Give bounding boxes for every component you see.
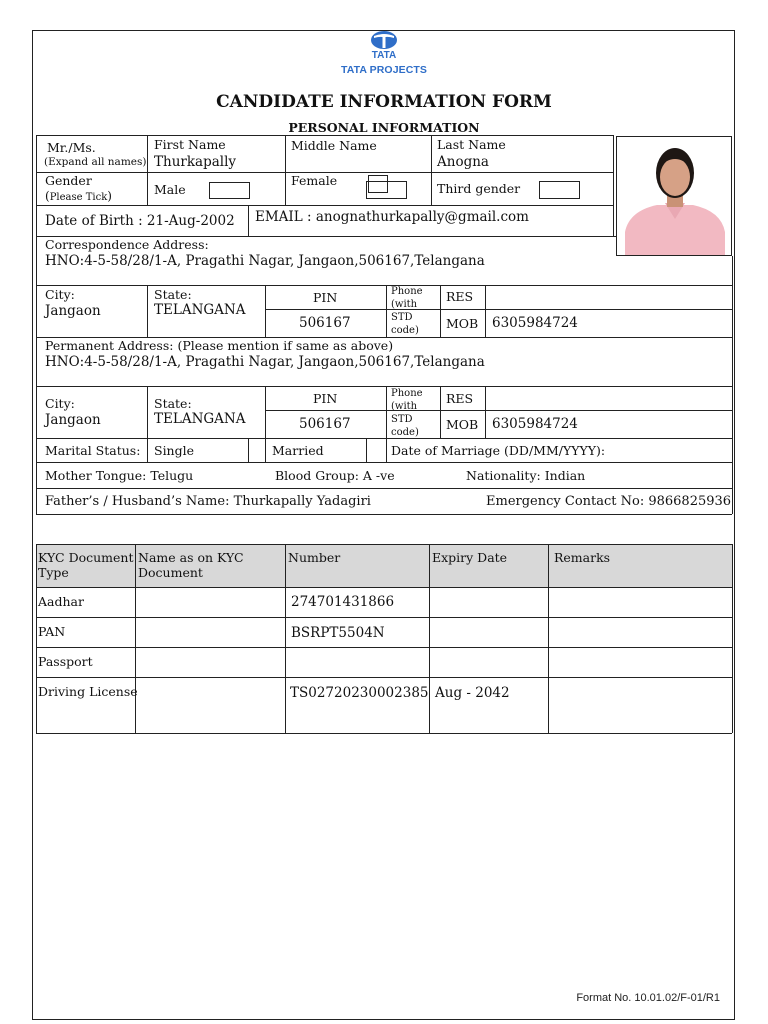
- grid-line: [386, 438, 387, 462]
- perm-mob-value[interactable]: 6305984724: [492, 416, 578, 432]
- marital-single-label: Single: [154, 443, 195, 458]
- marriage-date-label: Date of Marriage (DD/MM/YYYY):: [391, 443, 606, 458]
- corr-phone-label: Phone (with STD code): [391, 286, 423, 336]
- kyc-header-number: Number: [288, 550, 341, 565]
- grid-line: [147, 135, 148, 205]
- grid-line: [431, 135, 432, 205]
- perm-mob-label: MOB: [446, 417, 479, 432]
- grid-line: [386, 386, 387, 438]
- kyc-row-type: PAN: [38, 624, 66, 639]
- perm-city-label: City:: [45, 396, 75, 411]
- grid-line: [36, 733, 732, 734]
- grid-line: [36, 587, 732, 588]
- grid-line: [429, 544, 430, 733]
- perm-res-label: RES: [446, 391, 474, 406]
- grid-line: [36, 544, 732, 545]
- father-husband-name[interactable]: Father’s / Husband’s Name: Thurkapally Yadagiri: [45, 494, 371, 509]
- gender-female-box: [366, 181, 407, 199]
- kyc-row-number[interactable]: 274701431866: [291, 594, 395, 610]
- gender-label: Gender: [45, 173, 92, 188]
- corr-state-label: State:: [154, 287, 192, 302]
- grid-line: [36, 544, 37, 733]
- permanent-address[interactable]: HNO:4-5-58/28/1-A, Pragathi Nagar, Jangaon,506167,Telangana: [45, 354, 485, 370]
- last-name-value[interactable]: Anogna: [437, 154, 489, 170]
- tata-emblem-icon: [369, 30, 399, 50]
- grid-line: [36, 677, 732, 678]
- date-of-birth[interactable]: Date of Birth : 21-Aug-2002: [45, 213, 235, 229]
- grid-line: [36, 488, 732, 489]
- perm-state-label: State:: [154, 396, 192, 411]
- candidate-photo: [616, 136, 732, 256]
- logo-company: TATA PROJECTS: [340, 64, 428, 76]
- email[interactable]: EMAIL : anognathurkapally@gmail.com: [255, 209, 529, 225]
- emergency-contact[interactable]: Emergency Contact No: 9866825936: [486, 494, 732, 509]
- permanent-label: Permanent Address: (Please mention if same as above): [45, 338, 394, 353]
- kyc-header-type: KYC Document Type: [38, 550, 134, 580]
- corr-mob-label: MOB: [446, 316, 479, 331]
- format-number: Format No. 10.01.02/F-01/R1: [576, 992, 720, 1004]
- marital-married-label: Married: [272, 443, 324, 458]
- grid-line: [36, 514, 732, 515]
- first-name-label: First Name: [154, 137, 226, 152]
- middle-name-label: Middle Name: [291, 138, 377, 153]
- grid-line: [386, 285, 387, 337]
- mother-tongue[interactable]: Mother Tongue: Telugu: [45, 468, 194, 483]
- grid-line: [147, 386, 148, 438]
- kyc-row-expiry[interactable]: Aug - 2042: [435, 685, 510, 701]
- grid-line: [548, 544, 549, 733]
- perm-state-value[interactable]: TELANGANA: [154, 411, 246, 427]
- grid-line: [36, 285, 732, 286]
- kyc-header-expiry: Expiry Date: [432, 550, 508, 565]
- gender-hint: (Please Tick): [45, 189, 112, 203]
- perm-city-value[interactable]: Jangaon: [45, 412, 101, 428]
- grid-line: [147, 438, 148, 462]
- grid-line: [36, 135, 613, 136]
- kyc-row-number[interactable]: BSRPT5504N: [291, 625, 385, 641]
- grid-line: [732, 256, 733, 514]
- perm-pin-label: PIN: [313, 391, 338, 406]
- gender-third-checkbox[interactable]: [539, 181, 580, 199]
- grid-line: [285, 544, 286, 733]
- salutation-label: Mr./Ms.: [47, 140, 96, 155]
- grid-line: [485, 386, 486, 438]
- form-title: CANDIDATE INFORMATION FORM: [216, 92, 552, 112]
- marital-status-label: Marital Status:: [45, 443, 141, 458]
- last-name-label: Last Name: [437, 137, 506, 152]
- grid-line: [36, 462, 732, 463]
- tata-logo: [334, 30, 434, 82]
- gender-female-label: Female: [291, 173, 338, 188]
- grid-line: [265, 309, 732, 310]
- blood-group[interactable]: Blood Group: A -ve: [275, 468, 395, 483]
- grid-line: [285, 135, 286, 205]
- kyc-header-remarks: Remarks: [554, 550, 611, 565]
- nationality[interactable]: Nationality: Indian: [466, 468, 586, 483]
- section-title: PERSONAL INFORMATION: [288, 120, 480, 135]
- grid-line: [265, 410, 732, 411]
- grid-line: [36, 205, 613, 206]
- grid-line: [440, 386, 441, 438]
- grid-line: [732, 544, 733, 733]
- corr-pin-label: PIN: [313, 290, 338, 305]
- marital-single-checkbox[interactable]: [249, 439, 265, 461]
- grid-line: [36, 135, 37, 514]
- grid-line: [135, 544, 136, 733]
- grid-line: [265, 438, 266, 462]
- grid-line: [265, 386, 266, 438]
- gender-male-checkbox[interactable]: [209, 182, 250, 199]
- grid-line: [248, 205, 249, 236]
- kyc-row-type: Driving License: [38, 684, 138, 699]
- grid-line: [147, 285, 148, 337]
- grid-line: [36, 647, 732, 648]
- grid-line: [613, 135, 614, 236]
- corr-city-label: City:: [45, 287, 75, 302]
- perm-pin-value[interactable]: 506167: [299, 416, 351, 432]
- grid-line: [440, 285, 441, 337]
- gender-third-label: Third gender: [437, 181, 521, 196]
- candidate-photo-image: [617, 137, 732, 256]
- kyc-row-type: Aadhar: [38, 594, 84, 609]
- kyc-row-number[interactable]: TS02720230002385: [290, 685, 429, 701]
- kyc-row-type: Passport: [38, 654, 93, 669]
- first-name-value[interactable]: Thurkapally: [154, 154, 237, 170]
- grid-line: [485, 285, 486, 337]
- correspondence-address[interactable]: HNO:4-5-58/28/1-A, Pragathi Nagar, Jangaon,506167,Telangana: [45, 253, 485, 269]
- logo-brand: TATA: [371, 50, 397, 61]
- corr-pin-value[interactable]: 506167: [299, 315, 351, 331]
- corr-mob-value[interactable]: 6305984724: [492, 315, 578, 331]
- marital-married-checkbox[interactable]: [367, 439, 386, 461]
- grid-line: [265, 285, 266, 337]
- corr-state-value[interactable]: TELANGANA: [154, 302, 246, 318]
- kyc-header-name: Name as on KYC Document: [138, 550, 244, 580]
- grid-line: [36, 617, 732, 618]
- corr-city-value[interactable]: Jangaon: [45, 303, 101, 319]
- grid-line: [36, 386, 732, 387]
- correspondence-label: Correspondence Address:: [45, 237, 209, 252]
- corr-res-label: RES: [446, 289, 474, 304]
- perm-phone-label: Phone (with STD code): [391, 388, 423, 438]
- gender-male-label: Male: [154, 182, 186, 197]
- salutation-hint: (Expand all names): [44, 156, 147, 168]
